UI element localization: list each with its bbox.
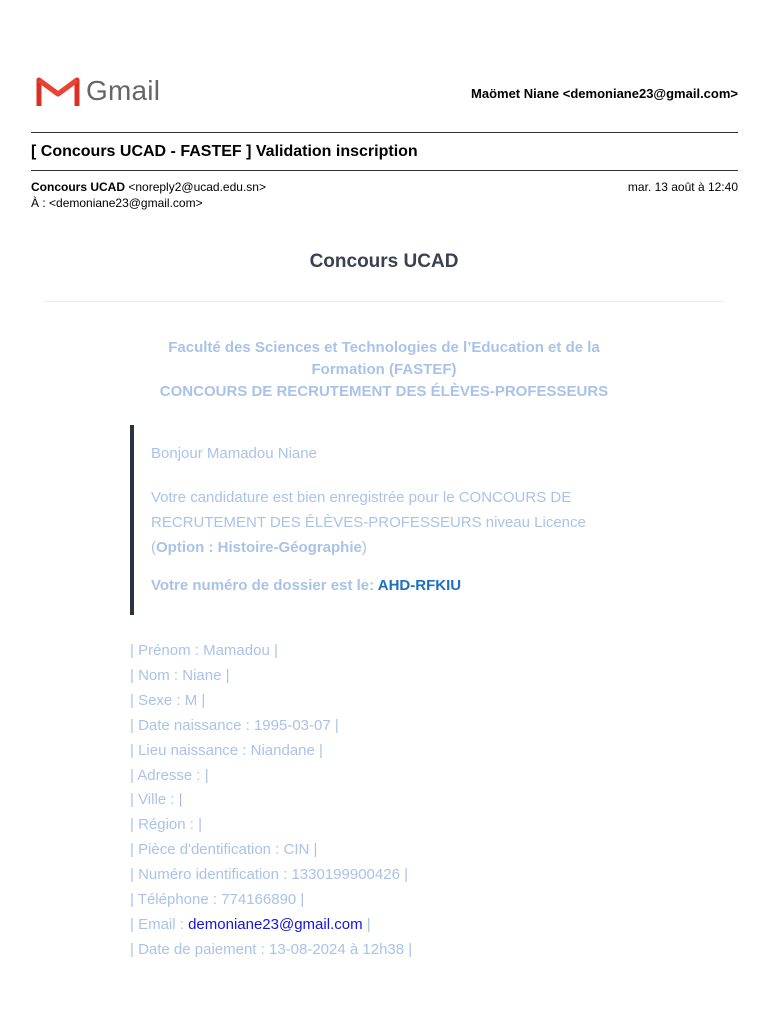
field-lieu-naissance: | Lieu naissance : Niandane | — [130, 741, 323, 759]
field-prenom: | Prénom : Mamadou | — [130, 642, 278, 659]
field-email: | Email : demoniane23@gmail.com | — [130, 915, 371, 933]
field-piece-identification: | Pièce d'dentification : CIN | — [130, 841, 318, 859]
faculty-line-1: Faculté des Sciences et Technologies de l’Education et de la — [168, 339, 600, 356]
gmail-logo — [36, 74, 160, 108]
field-numero-identification: | Numéro identification : 1330199900426 | — [130, 866, 408, 884]
field-email-label: | Email : — [130, 915, 184, 933]
dossier-number: AHD-RFKIU — [377, 577, 462, 594]
faculty-heading — [120, 337, 648, 403]
email-link[interactable]: demoniane23@gmail.com — [188, 915, 363, 933]
faculty-line-3: CONCOURS DE RECRUTEMENT DES ÉLÈVES-PROFESSEURS — [159, 383, 609, 400]
dossier-label: Votre numéro de dossier est le: — [151, 577, 375, 594]
candidature-text: Votre candidature est bien enregistrée pour le CONCOURS DE RECRUTEMENT DES ÉLÈVES-PROFESSEURS niveau Licence (Option : Histoire-Géographie) — [151, 489, 586, 556]
gmail-logo-text: Gmail — [86, 75, 161, 106]
email-subject: [ Concours UCAD - FASTEF ] Validation inscription — [31, 143, 418, 160]
divider-subject — [31, 170, 738, 171]
divider-light — [44, 301, 724, 302]
greeting: Bonjour Mamadou Niane — [151, 445, 317, 462]
field-sexe: | Sexe : M | — [130, 691, 206, 709]
option-label: Option : Histoire-Géographie — [156, 539, 362, 556]
sender-address: <noreply2@ucad.edu.sn> — [128, 180, 266, 194]
gmail-logo-icon — [36, 74, 80, 108]
candidature-sentence: Votre candidature est bien enregistrée pour le CONCOURS DE RECRUTEMENT DES ÉLÈVES-PROFESSEURS niveau Licence — [151, 489, 586, 531]
brand-title: Concours UCAD — [309, 251, 459, 272]
divider-top — [31, 132, 738, 133]
confirmation-block — [130, 425, 654, 615]
field-date-paiement: | Date de paiement : 13-08-2024 à 12h38 | — [130, 940, 413, 958]
candidate-details — [130, 639, 412, 963]
sender-line — [31, 180, 266, 194]
field-nom: | Nom : Niane | — [130, 666, 230, 684]
email-print-header — [36, 74, 738, 114]
field-region: | Région : | — [130, 816, 202, 834]
dossier-line — [151, 577, 461, 594]
field-date-naissance: | Date naissance : 1995-03-07 | — [130, 716, 339, 734]
field-adresse: | Adresse : | — [130, 766, 209, 784]
field-telephone: | Téléphone : 774166890 | — [130, 891, 305, 909]
recipient-line: À : <demoniane23@gmail.com> — [31, 196, 203, 210]
sender-name: Concours UCAD — [31, 180, 126, 194]
email-date: mar. 13 août à 12:40 — [627, 180, 738, 194]
faculty-line-2: Formation (FASTEF) — [311, 361, 457, 378]
field-ville: | Ville : | — [130, 791, 183, 809]
account-name: Maömet Niane <demoniane23@gmail.com> — [471, 86, 738, 101]
